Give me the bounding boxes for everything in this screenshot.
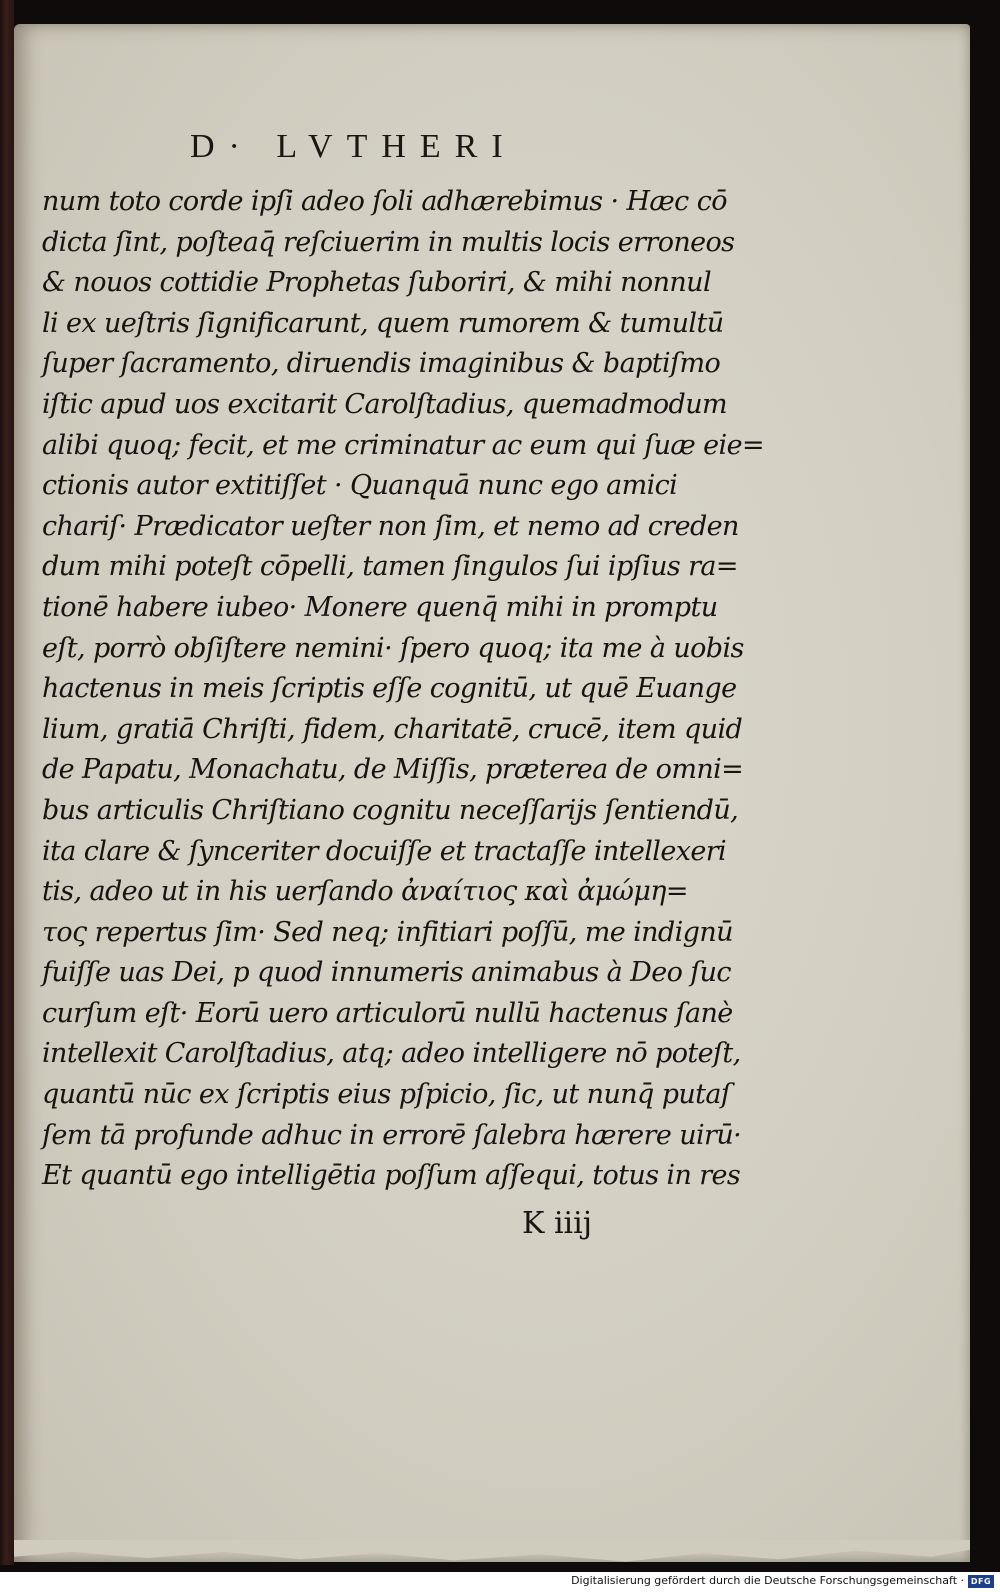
text-line: hactenus in meis ſcriptis eſſe cognitū, ut quē Euange [42, 673, 737, 705]
binding-edge [0, 0, 14, 1565]
text-line: quantū nūc ex ſcriptis eius pſpicio, ſic, ut nunq̄ putaſ [42, 1079, 731, 1111]
text-line: bus articulis Chriſtiano cognitu neceſſarijs ſentiendū, [42, 794, 739, 826]
text-line: ita clare & ſynceriter docuiſſe et tractaſſe intellexeri [42, 835, 727, 867]
text-line: ſem tā profunde adhuc in errorē ſalebra hærere uirū· [42, 1119, 742, 1151]
text-line: intellexit Carolſtadius, atq; adeo intelligere nō poteſt, [42, 1038, 741, 1070]
text-line: de Papatu, Monachatu, de Miſſis, præterea de omni= [42, 754, 744, 786]
text-line: iſtic apud uos excitarit Carolſtadius, quemadmodum [42, 388, 728, 420]
running-head: D· LVTHERI [190, 128, 517, 165]
body-text [42, 182, 764, 1197]
text-line: dicta ſint, poſteaq̄ reſciuerim in multis locis erroneos [42, 226, 735, 258]
text-line: tis, adeo ut in his uerſando ἀναίτιος καὶ ἀμώμη= [42, 876, 688, 908]
text-line: tionē habere iubeo· Monere quenq̄ mihi in promptu [42, 591, 718, 623]
text-line: dum mihi poteſt cōpelli, tamen ſingulos ſui ipſius ra= [42, 551, 738, 583]
text-line: ctionis autor extitiſſet · Quanquā nunc ego amici [42, 470, 678, 502]
text-line: lium, gratiā Chriſti, fidem, charitatē, crucē, item quid [42, 713, 743, 745]
dfg-logo-icon: DFG [968, 1575, 994, 1588]
footer-bar [0, 1572, 1000, 1592]
text-line: & nouos cottidie Prophetas ſuboriri, & mihi nonnul [42, 267, 711, 299]
text-line: num toto corde ipſi adeo ſoli adhærebimus · Hæc cō [42, 186, 727, 217]
text-line: chariſ· Prædicator ueſter non ſim, et nemo ad creden [42, 510, 739, 542]
text-line: fuiſſe uas Dei, p quod innumeris animabus à Deo ſuc [42, 957, 731, 989]
signature-mark: K iiij [522, 1206, 593, 1241]
text-line: Et quantū ego intelligētia poſſum aſſequi, totus in res [42, 1160, 741, 1192]
funding-credit: Digitalisierung gefördert durch die Deutsche Forschungsgemeinschaft · [571, 1574, 964, 1587]
text-line: curſum eſt· Eorū uero articulorū nullū hactenus ſanè [42, 997, 733, 1029]
text-line: τος repertus ſim· Sed neq; infitiari poſſū, me indignū [42, 916, 733, 948]
text-line: alibi quoq; fecit, et me criminatur ac eum qui ſuæ eie= [42, 429, 764, 461]
text-line: eſt, porrò obſiſtere nemini· ſpero quoq; ita me à uobis [42, 632, 744, 664]
text-line: ſuper ſacramento, diruendis imaginibus & baptiſmo [42, 348, 721, 380]
text-line: li ex ueſtris ſignificarunt, quem rumorem & tumultū [42, 307, 724, 339]
